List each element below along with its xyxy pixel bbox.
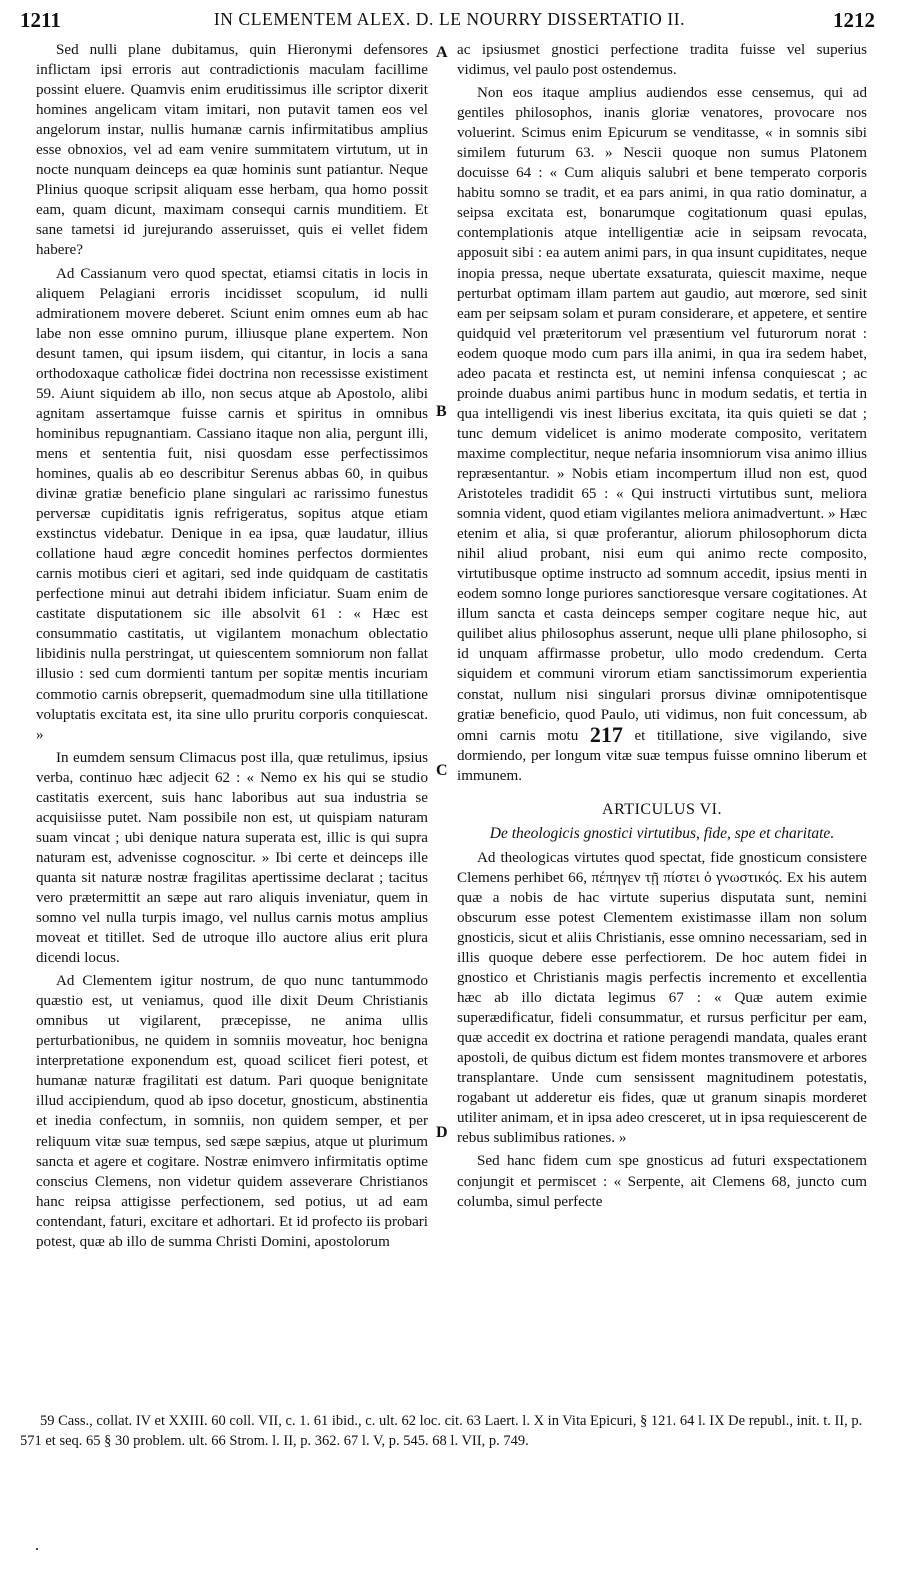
running-title: IN CLEMENTEM ALEX. D. LE NOURRY DISSERTATIO II. — [213, 9, 686, 29]
page-header — [0, 6, 899, 36]
page-number: 217 — [589, 721, 623, 747]
right-paragraph-2-text: Non eos itaque amplius audiendos esse censemus, qui ad gentiles philosophos, inanis gloriæ venatores, provocare nos voluerint. Scimus enim Epicurum se venditasse, « in somnis sibi similem futurum 63. » Nescii quoque non sumus Platonem docuisse 64 : « Cum aliquis salubri et bene temperato corporis habitu somno se tradit, et ea pars animi, in qua ratio dominatur, a seipsa excitata est, bonarumque cogitationum quasi epulas, contemplationis atque intelligentiæ acie in seipsam revocata, apposuit sibi : ea autem animi pars, in qua insunt cupiditates, neque inopia pressa, neque ubertate exsaturata, quiescit maxime, neque perturbat optimam illam partem aut gaudio, aut mœrore, sed sinit eam per seipsam solam et puram considerare, et appetere, et sentire quidquid vel præteritorum vel præsentium vel futurorum norat : eodem quoque modo cum pars illa animi, in qua ira sedem habet, adeo pacata et restincta est, ut nemini infensa conquiescat ; ac proinde duabus animi partibus hunc in modum sedatis, et tertia in qua intelligendi vis inest liberius excitata, ita quis quieti se dat ; tunc demum videlicet is animo moderate composito, veritatem maxime complectitur, neque nefaria insomniorum visa animo illius repræsentantur. » Nobis etiam incompertum illud non est, quod Aristoteles tradidit 65 : « Qui instructi virtutibus sunt, meliora somnia vident, quod etiam vigilantes meliora animadvertunt. » Hæc etenim et alia, si quæ proferantur, aliorum philosophorum dicta nihil aliud probant, nisi eum qui animo recte composito, virtutibusque optime instructo ad somnum accedit, ipsius menti in eodem somno longe puriores sanctioresque versare cogitationes. At illum sancta et casta deinceps semper cogitare neque hic, aut quilibet alius philosophus asserunt, neque ulli plane philosopho, si id unquam affirmasse probetur, ullo modo credendum. Certa siquidem et communi virorum etiam sanctissimorum experientia constat, nullum nisi singulari prorsus divinæ omnipotentisque gratiæ beneficio, quod Paulo, uti vidimus, non fuit concessum, ab omni carnis motu — [457, 85, 867, 744]
left-paragraph-3: In eumdem sensum Climacus post illa, quæ retulimus, ipsius verba, continuo hæc adjecit 62 : « Nemo ex his qui se studio castitatis exercent, suis hanc laboribus aut sua industria se acquisiisse putet. Nam possibile non est, ut quispiam naturam suam vincat ; ubi denique natura superata est, illic is qui supra naturam est, advenisse cognoscitur. » Ibi certe et deinceps ille quanta sit naturæ nostræ fragilitas apertissime declarat ; tacitus vero prætermittit an sæpe aut raro aliquis inveniatur, quem in somno vel nulla turpis imago, vel nullus carnis motus amplius moveat et titillet. Sed de utroque illo auctore alius erit plura dicendi locus. — [36, 749, 428, 967]
left-column — [36, 40, 428, 1255]
right-paragraph-1: ac ipsiusmet gnostici perfectione tradita fuisse vel superius vidimus, vel paulo post ostendemus. — [457, 42, 867, 79]
footnote-text: 59 Cass., collat. IV et XXIII. 60 coll. VII, c. 1. 61 ibid., c. ult. 62 loc. cit. 63 Laert. l. X in Vita Epicuri, § 121. 64 l. IX De republ., init. t. II, p. 571 et seq. 65 § 30 problem. ult. 66 Strom. l. II, p. 362. 67 l. V, p. 545. 68 l. VII, p. 749. — [20, 1413, 863, 1449]
margin-marker-d: D — [436, 1124, 448, 1141]
left-paragraph-2: Ad Cassianum vero quod spectat, etiamsi citatis in locis in aliquem Pelagiani erroris incidisset scopulum, id nulli admirationem movere deberet. Sciunt enim omnes eum ab hac labe non esse omnino purum, illiusque plane expertem. Non desunt tamen, qui ipsum iisdem, qui citantur, in locis a sana orthodoxaque catholicæ fidei doctrina non recessisse existiment 59. Aiunt siquidem ab illo, non secus atque ab Apostolo, alibi agnitam assertamque fuisse carnis et spiritus in omnibus hominibus repugnantiam. Cassiano itaque non alia, pergunt illi, mens et sententia fuit, nisi quosdam esse perfectissimos homines, qualis ab eo describitur Serenus abbas 60, in quibus divinæ gratiæ beneficio plane singulari ac rarissimo funestus perversæ cupiditatis ignis refrigeratus, sopitus atque etiam exstinctus videbatur. Denique in ea ipsa, quæ laudatur, illius collatione haud ægre concedit homines perfectos dormientes carnis motibus cieri et agitari, sed inde quidquam de castitatis perfectione minui aut detrahi ibidem inficiatur. Suam enim de castitate disputationem sic ille absolvit 61 : « Hæc est consummatio castitatis, ut vigilantem monachum oblectatio libidinis nulla perstringat, ut quiescentem somniorum non fallat illusio : sed cum dormienti tantum per sopitæ mentis incuriam commotio carnis obrepserit, quemadmodum sine ulla titillatione voluptatis excitata est, ita sine ullo pruritu corporis conquiescat. » — [36, 265, 428, 743]
right-paragraph-2 — [457, 83, 867, 786]
margin-marker-b: B — [436, 403, 447, 420]
right-paragraph-3: Ad theologicas virtutes quod spectat, fide gnosticum consistere Clemens perhibet 66, πέπηγεν τῇ πίστει ὁ γνωστικός. Ex his autem quæ a nobis de hac virtute superius disputata sunt, nemini obscurum esse potest Clementem existimasse illam non solum gnosticis, sicut et aliis Christianis, esse omnino necessariam, sed in illis quoque debere esse perfectiorem. De hoc autem fidei in gnostico et Christianis magis perfectis incremento et excellentia hæc ab illo dictata legimus 67 : « Quæ autem eximie superædificatur, fideli consummatur, et rursus perficitur per eam, quæ accedit ex doctrina et ratione peragendi mandata, quales erant apostoli, de quibus dictum est fidem montes transmovere et arbores transplantare. Unde cum sensissent magnitudinem potestatis, rogabant ut adderetur eis fides, quæ ut granum sinapis morderet utiliter animam, et in ipsa adeo cresceret, ut in ipsa requiescerent de rebus sublimibus rationes. » — [457, 849, 867, 1147]
margin-marker-c: C — [436, 762, 448, 779]
print-speck — [36, 1548, 38, 1550]
left-paragraph-1: Sed nulli plane dubitamus, quin Hieronymi defensores inflictam ipsi erroris aut contradictionis maculam facillime possint eluere. Quamvis enim eruditissimus ille scriptor dixerit homines angelicam vitam imitari, non putavit tamen eos vel angelorum instar, nullis humanæ carnis infirmitatibus amplius esse obnoxios, vel ad eam venire summitatem virtutum, ut in nocte nunquam deinceps ea quæ hominis sunt patiantur. Neque Plinius quoque scripsit aliquam esse herbam, qua homo possit eam, quam dicunt, maximam consequi carnis munditiem. Et sane tametsi id jurejurando asseruisset, quis ei vellet fidem habere? — [36, 42, 428, 259]
right-column-number: 1212 — [833, 8, 875, 32]
footnotes — [20, 1412, 878, 1451]
left-column-number: 1211 — [20, 8, 61, 32]
right-column — [457, 40, 867, 1215]
right-paragraph-2-end: et titillatione, sive vigilando, sive dormiendo, per longum vitæ suæ tempus fuisse omnino liberum et immunem. — [457, 727, 867, 784]
margin-marker-a: A — [436, 44, 448, 61]
left-paragraph-4: Ad Clementem igitur nostrum, de quo nunc tantummodo quæstio est, ut veniamus, quod ille dixit Deum Christianis omnibus ut vigilarent, præcepisse, ne anima ullis perturbationibus, ne quidem in somniis moveatur, hoc benigna interpretatione exponendum est, quoad scilicet fieri potest, et humanæ naturæ fragilitati est datum. Pari quoque benignitate illud accipiendum, quod ab ipso docetur, gnosticum, abstinentia et inedia confectum, in somniis, non quidem semper, et per reliquum vitæ suæ tempus, sed sæpe sæpius, atque ut plurimum sancta et agere et cogitare. Nostræ enimvero infirmitatis optime conscius Clemens, non videtur quidem asseverare Christianos hanc reipsa attigisse perfectionem, sed potius, ut ad eam contendant, faturi, excitare et adhortari. Et id profecto iis probari potest, quæ ab illo de summa Christi Domini, apostolorum — [36, 973, 428, 1250]
article-subtitle: De theologicis gnostici virtutibus, fide, spe et charitate. — [489, 824, 835, 842]
right-paragraph-4: Sed hanc fidem cum spe gnosticus ad futuri exspectationem conjungit et permiscet : « Serpente, ait Clemens 68, juncto cum columba, simul perfecte — [457, 1153, 867, 1210]
article-title: ARTICULUS VI. — [602, 800, 722, 818]
